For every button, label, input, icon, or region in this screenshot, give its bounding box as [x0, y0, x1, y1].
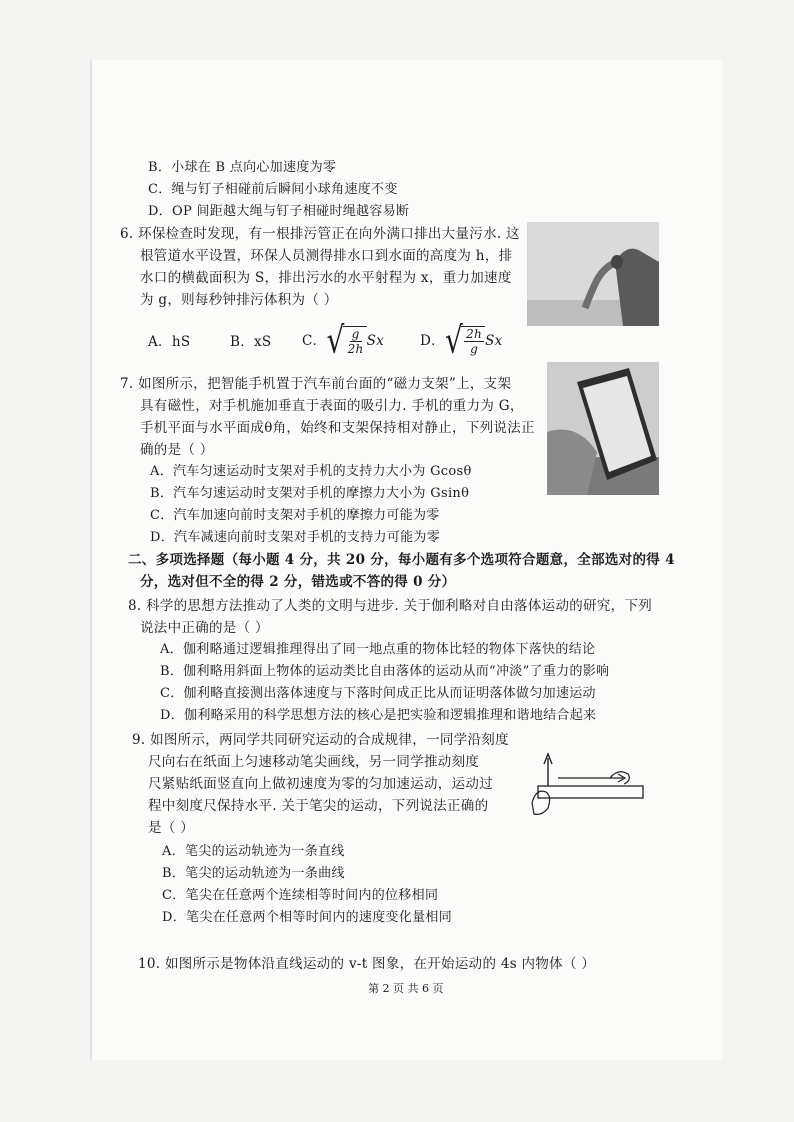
q7-option-b: B．汽车匀速运动时支架对手机的摩擦力大小为 Gsinθ: [150, 486, 470, 501]
q9-option-d: D．笔尖在任意两个相等时间内的速度变化量相同: [162, 910, 453, 925]
section2-heading-line2: 分，选对但不全的得 2 分，错选或不答的得 0 分）: [140, 574, 456, 590]
q9-stem-line4: 程中刻度尺保持水平. 关于笔尖的运动，下列说法正确的: [148, 798, 489, 814]
q9-option-a: A．笔尖的运动轨迹为一条直线: [162, 844, 345, 859]
q6-stem-line4: 为 g，则每秒钟排污体积为（ ）: [140, 292, 338, 308]
sqrt-icon: √ $\frac{2h}{g}$: [445, 326, 485, 356]
ruler-drawing-diagram: [528, 748, 648, 818]
q10-stem-line1: 10. 如图所示是物体沿直线运动的 v-t 图象，在开始运动的 4s 内物体（ ）: [138, 956, 596, 972]
q6-option-d: [420, 318, 503, 364]
q6-c-denominator: 2h: [347, 342, 364, 356]
q5-option-d: D．OP 间距越大绳与钉子相碰时绳越容易断: [148, 204, 410, 219]
q8-option-b: B．伽利略用斜面上物体的运动类比自由落体的运动从而“冲淡”了重力的影响: [160, 664, 610, 679]
q6-option-c-tail: Sx: [366, 333, 385, 349]
q9-stem-line2: 尺向右在纸面上匀速移动笔尖画线，另一同学推动刻度: [148, 754, 480, 770]
q9-stem-line1: 9. 如图所示，两同学共同研究运动的合成规律，一同学沿刻度: [132, 732, 509, 748]
q8-stem-line1: 8. 科学的思想方法推动了人类的文明与进步. 关于伽利略对自由落体运动的研究，下列: [128, 598, 653, 614]
phone-holder-photo: [547, 362, 659, 495]
q8-option-d: D．伽利略采用的科学思想方法的核心是把实验和逻辑推理和谐地结合起来: [160, 708, 597, 723]
q5-option-c: C．绳与钉子相碰前后瞬间小球角速度不变: [148, 182, 398, 197]
q7-stem-line4: 确的是（ ）: [140, 442, 214, 458]
q6-stem-line3: 水口的横截面积为 S，排出污水的水平射程为 x，重力加速度: [140, 270, 512, 286]
q8-option-c: C．伽利略直接测出落体速度与下落时间成正比从而证明落体做匀加速运动: [160, 686, 596, 701]
q5-option-b: B．小球在 B 点向心加速度为零: [148, 160, 337, 175]
q6-option-d-tail: Sx: [485, 333, 503, 349]
q6-d-numerator: 2h: [466, 327, 483, 341]
q6-option-d-label: D．: [420, 333, 445, 349]
q6-option-b: B．xS: [230, 334, 272, 350]
q8-stem-line2: 说法中正确的是（ ）: [140, 620, 269, 636]
q6-c-numerator: g: [351, 327, 360, 341]
q6-d-denominator: g: [470, 342, 479, 356]
q6-option-a: A．hS: [148, 334, 191, 350]
q6-stem-line1: 6. 环保检查时发现，有一根排污管正在向外满口排出大量污水. 这: [120, 226, 520, 242]
q9-stem-line3: 尺紧贴纸面竖直向上做初速度为零的匀加速运动，运动过: [148, 776, 493, 792]
q6-option-c-label: C．: [302, 333, 327, 349]
q7-stem-line2: 具有磁性，对手机施加垂直于表面的吸引力. 手机的重力为 G，: [140, 398, 524, 414]
q9-option-b: B．笔尖的运动轨迹为一条曲线: [162, 866, 345, 881]
q7-stem-line3: 手机平面与水平面成θ角，始终和支架保持相对静止，下列说法正: [140, 420, 535, 436]
q7-option-d: D．汽车减速向前时支架对手机的支持力可能为零: [150, 530, 441, 545]
q8-option-a: A．伽利略通过逻辑推理得出了同一地点重的物体比轻的物体下落快的结论: [160, 642, 596, 657]
q7-option-c: C．汽车加速向前时支架对手机的摩擦力可能为零: [150, 508, 440, 523]
q9-stem-line5: 是（ ）: [148, 820, 194, 836]
q6-option-c: [302, 318, 384, 364]
section2-heading-line1: 二、多项选择题（每小题 4 分，共 20 分，每小题有多个选项符合题意，全部选对的得 4: [128, 552, 675, 568]
q7-option-a: A．汽车匀速运动时支架对手机的支持力大小为 Gcosθ: [150, 464, 472, 479]
q7-stem-line1: 7. 如图所示，把智能手机置于汽车前台面的“磁力支架”上，支架: [120, 376, 512, 392]
page-number: 第 2 页 共 6 页: [368, 982, 444, 995]
sqrt-icon: √ $\frac{g}{2h}$: [326, 326, 366, 356]
q6-stem-line2: 根管道水平设置，环保人员测得排水口到水面的高度为 h，排: [140, 248, 513, 264]
sewage-pipe-photo: [527, 222, 659, 326]
q9-option-c: C．笔尖在任意两个连续相等时间内的位移相同: [162, 888, 439, 903]
